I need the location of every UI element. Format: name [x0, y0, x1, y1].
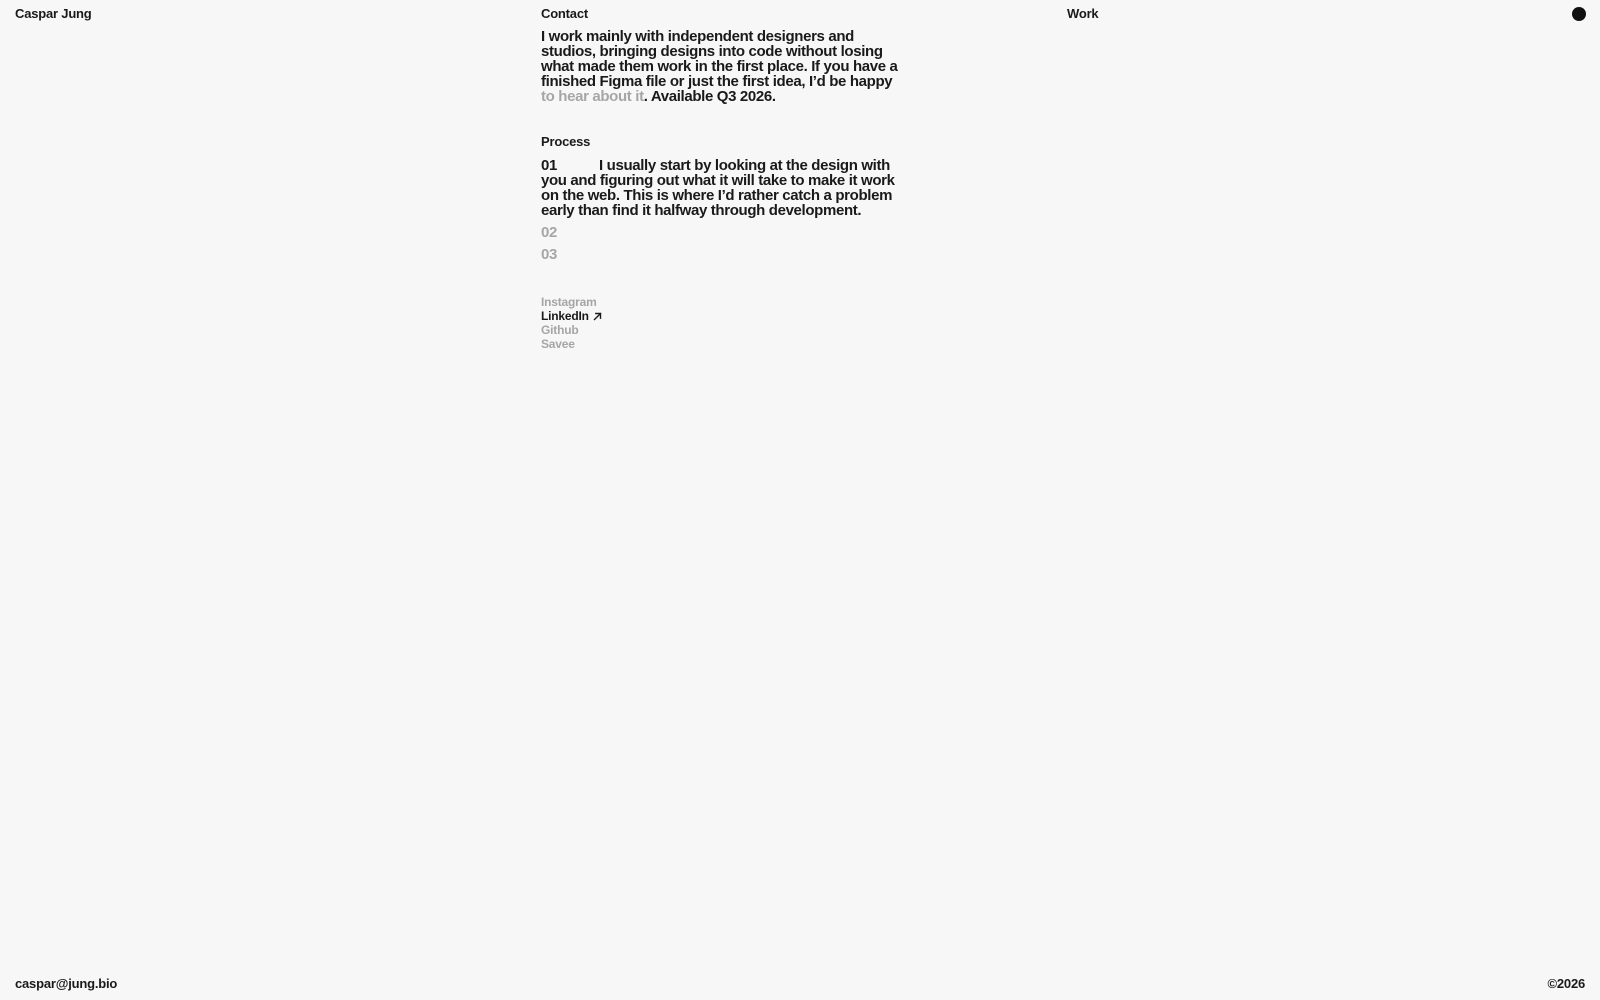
- social-link-instagram[interactable]: Instagram: [541, 295, 597, 309]
- intro-paragraph: [541, 29, 901, 104]
- process-step-03[interactable]: [541, 247, 901, 262]
- process-step-text: I usually start by looking at the design with you and figuring out what it will take to make it work on the web. This is where I’d rather catch a problem early than find it halfway through development.: [541, 157, 895, 219]
- social-link-linkedin[interactable]: [541, 310, 901, 325]
- arrow-up-right-icon: [593, 311, 602, 325]
- intro-text-before: I work mainly with independent designers and studios, bringing designs into code without losing what made them work in the first place. If you have a finished Figma file or just the first idea, I’d be happy: [541, 28, 898, 90]
- process-heading: Process: [541, 134, 591, 149]
- footer-email-link[interactable]: caspar@jung.bio: [15, 976, 118, 991]
- work-nav-link[interactable]: Work: [1067, 6, 1099, 21]
- theme-toggle-icon[interactable]: [1572, 7, 1586, 21]
- process-step-number: 01: [541, 157, 557, 174]
- process-step-02[interactable]: [541, 225, 901, 240]
- intro-text-after: . Available Q3 2026.: [643, 88, 776, 105]
- footer-copyright: ©2026: [1547, 976, 1585, 991]
- process-step-number: 03: [541, 246, 557, 263]
- hear-about-it-link[interactable]: to hear about it: [541, 88, 644, 105]
- process-step-number: 02: [541, 224, 557, 241]
- contact-heading: Contact: [541, 6, 588, 21]
- site-name-link[interactable]: Caspar Jung: [15, 6, 92, 21]
- process-list: [541, 158, 901, 262]
- social-links: [541, 296, 901, 351]
- social-link-github[interactable]: Github: [541, 323, 579, 337]
- process-step-01[interactable]: [541, 158, 901, 218]
- social-link-savee[interactable]: Savee: [541, 336, 575, 351]
- social-link-label: LinkedIn: [541, 308, 589, 323]
- contact-content: [541, 29, 901, 367]
